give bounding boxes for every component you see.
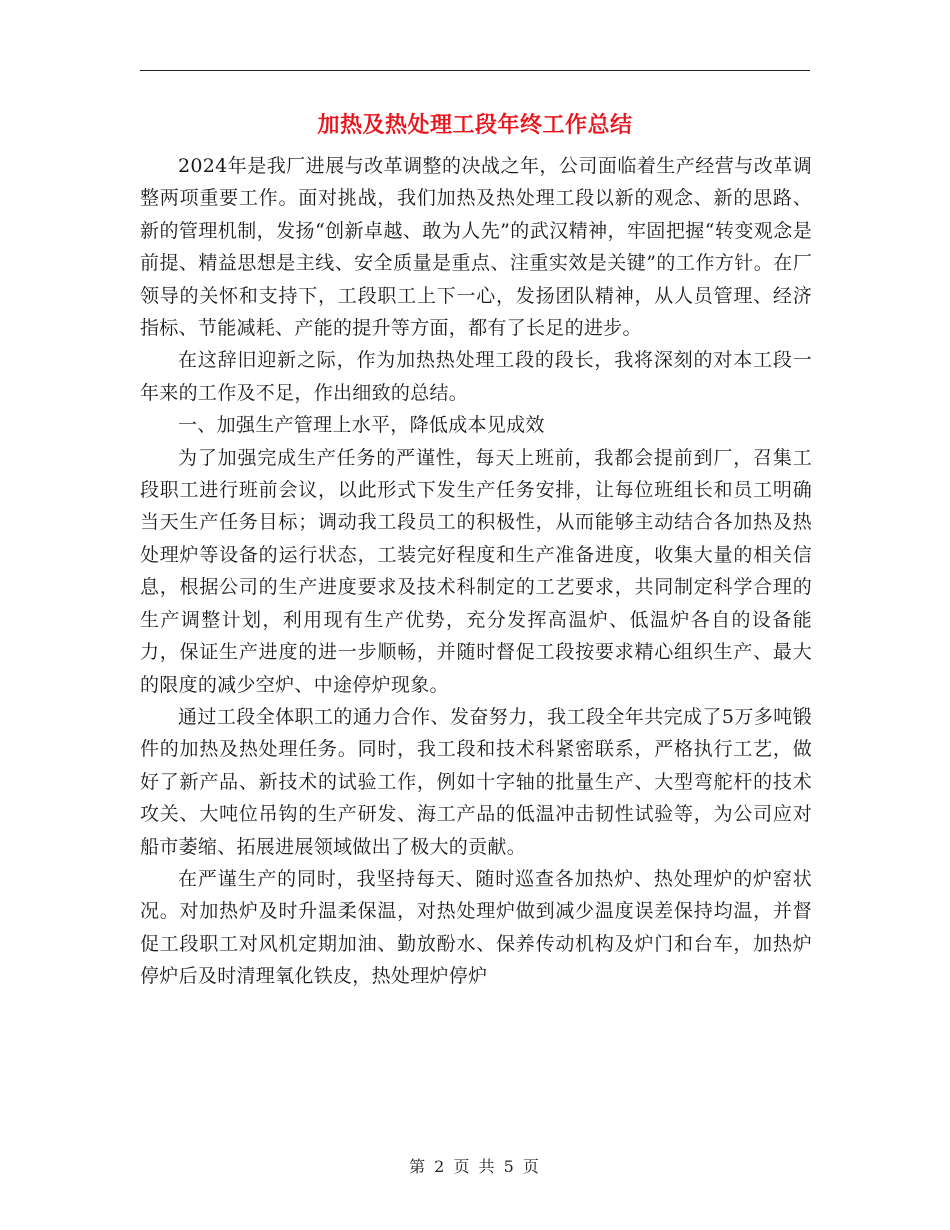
paragraph-production-management: 为了加强完成生产任务的严谨性，每天上班前，我都会提前到厂，召集工段职工进行班前会议，以此形式下发生产任务安排，让每位班组长和员工明确当天生产任务目标；调动我工段员工的积极性，从而能够主动结合各加热及热处理炉等设备的运行状态，工装完好程度和生产准备进度，收集大量的相关信息，根据公司的生产进度要求及技术科制定的工艺要求，共同制定科学合理的生产调整计划，利用现有生产优势，充分发挥高温炉、低温炉各自的设备能力，保证生产进度的进一步顺畅，并随时督促工段按要求精心组织生产、最大的限度的减少空炉、中途停炉现象。 <box>140 446 812 696</box>
header-rule <box>140 70 810 71</box>
paragraph-annual-output: 通过工段全体职工的通力合作、发奋努力，我工段全年共完成了5万多吨锻件的加热及热处理任务。同时，我工段和技术科紧密联系，严格执行工艺，做好了新产品、新技术的试验工作，例如十字轴的批量生产、大型弯舵杆的技术攻关、大吨位吊钩的生产研发、海工产品的低温冲击韧性试验等，为公司应对船市萎缩、拓展进展领域做出了极大的贡献。 <box>140 705 812 858</box>
paragraph-furnace-inspection: 在严谨生产的同时，我坚持每天、随时巡查各加热炉、热处理炉的炉窑状况。对加热炉及时升温柔保温，对热处理炉做到减少温度误差保持均温，并督促工段职工对风机定期加油、勤放酚水、保养传动机构及炉门和台车，加热炉停炉后及时清理氧化铁皮，热处理炉停炉 <box>140 867 812 988</box>
document-title: 加热及热处理工段年终工作总结 <box>317 112 633 138</box>
page-number: 第 2 页 共 5 页 <box>409 1157 541 1176</box>
document-body <box>140 150 812 993</box>
paragraph-summary-purpose: 在这辞旧迎新之际，作为加热热处理工段的段长，我将深刻的对本工段一年来的工作及不足，作出细致的总结。 <box>140 349 812 404</box>
paragraph-intro: 2024年是我厂进展与改革调整的决战之年，公司面临着生产经营与改革调整两项重要工作。面对挑战，我们加热及热处理工段以新的观念、新的思路、新的管理机制，发扬“创新卓越、敢为人先”的武汉精神，牢固把握“转变观念是前提、精益思想是主线、安全质量是重点、注重实效是关键”的工作方针。在厂领导的关怀和支持下，工段职工上下一心，发扬团队精神，从人员管理、经济指标、节能减耗、产能的提升等方面，都有了长足的进步。 <box>140 155 812 340</box>
section-heading-1: 一、加强生产管理上水平，降低成本见成效 <box>178 414 545 437</box>
